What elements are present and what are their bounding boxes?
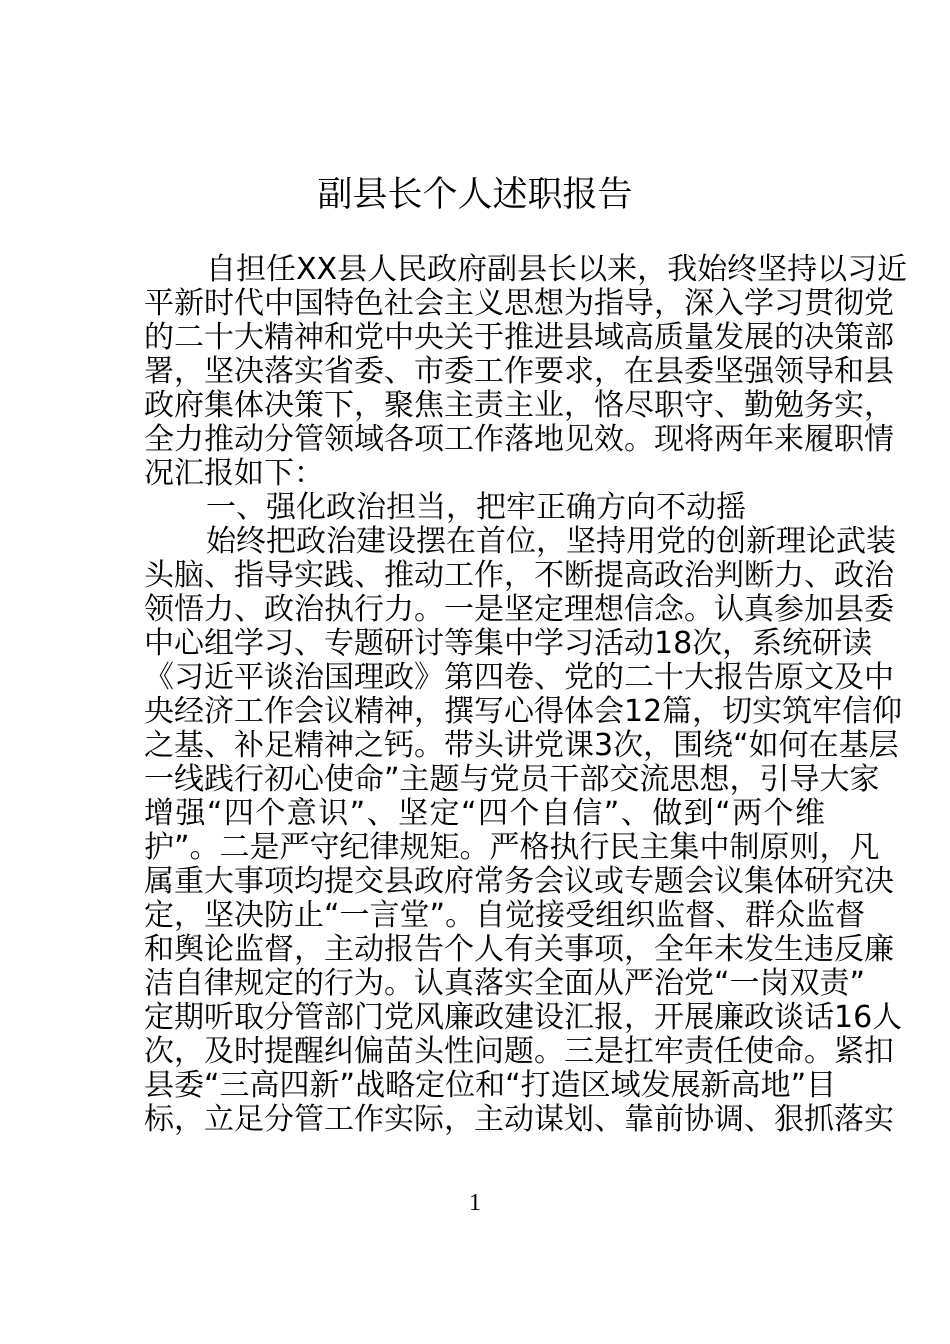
text-line: 之基、补足精神之钙。带头讲党课3次，围绕“如何在基层 (144, 728, 899, 763)
text-line: 况汇报如下： (144, 456, 324, 491)
text-line: 护”。二是严守纪律规矩。严格执行民主集中制原则，凡 (144, 830, 880, 865)
text-line: 县委“三高四新”战略定位和“打造区域发展新高地”目 (144, 1068, 837, 1103)
text-line: 始终把政治建设摆在首位，坚持用党的创新理论武装 (206, 524, 896, 559)
text-line: 次，及时提醒纠偏苗头性问题。三是扛牢责任使命。紧扣 (144, 1034, 894, 1069)
text-line: 政府集体决策下，聚焦主责主业，恪尽职守、勤勉务实， (144, 388, 894, 423)
text-line: 的二十大精神和党中央关于推进县域高质量发展的决策部 (144, 320, 894, 355)
text-line: 一、强化政治担当，把牢正确方向不动摇 (206, 490, 746, 525)
text-line: 平新时代中国特色社会主义思想为指导，深入学习贯彻党 (144, 286, 894, 321)
text-line: 定期听取分管部门党风廉政建设汇报，开展廉政谈话16人 (144, 1000, 903, 1035)
text-line: 和舆论监督，主动报告个人有关事项，全年未发生违反廉 (144, 932, 894, 967)
section-heading (144, 491, 825, 525)
page-number: 1 (469, 1190, 481, 1216)
text-line: 署，坚决落实省委、市委工作要求，在县委坚强领导和县 (144, 354, 894, 389)
text-line: 增强“四个意识”、坚定“四个自信”、做到“两个维 (144, 796, 825, 831)
paragraph (144, 252, 908, 491)
text-line: 属重大事项均提交县政府常务会议或专题会议集体研究决 (144, 864, 894, 899)
paragraph (144, 524, 903, 1137)
text-line: 领悟力、政治执行力。一是坚定理想信念。认真参加县委 (144, 592, 894, 627)
document-body (144, 252, 908, 1137)
document-title: 副县长个人述职报告 (317, 175, 633, 215)
text-line: 自担任XX县人民政府副县长以来，我始终坚持以习近 (206, 252, 908, 287)
text-line: 标，立足分管工作实际，主动谋划、靠前协调、狠抓落实 (144, 1102, 894, 1137)
text-line: 定，坚决防止“一言堂”。自觉接受组织监督、群众监督 (144, 898, 866, 933)
text-line: 头脑、指导实践、推动工作，不断提高政治判断力、政治 (144, 558, 894, 593)
text-line: 央经济工作会议精神，撰写心得体会12篇，切实筑牢信仰 (144, 694, 903, 729)
text-line: 一线践行初心使命”主题与党员干部交流思想，引导大家 (144, 762, 880, 797)
text-line: 中心组学习、专题研讨等集中学习活动18次，系统研读 (144, 626, 873, 661)
text-line: 洁自律规定的行为。认真落实全面从严治党“一岗双责” (144, 966, 866, 1001)
text-line: 全力推动分管领域各项工作落地见效。现将两年来履职情 (144, 422, 894, 457)
text-line: 《习近平谈治国理政》第四卷、党的二十大报告原文及中 (144, 660, 894, 695)
